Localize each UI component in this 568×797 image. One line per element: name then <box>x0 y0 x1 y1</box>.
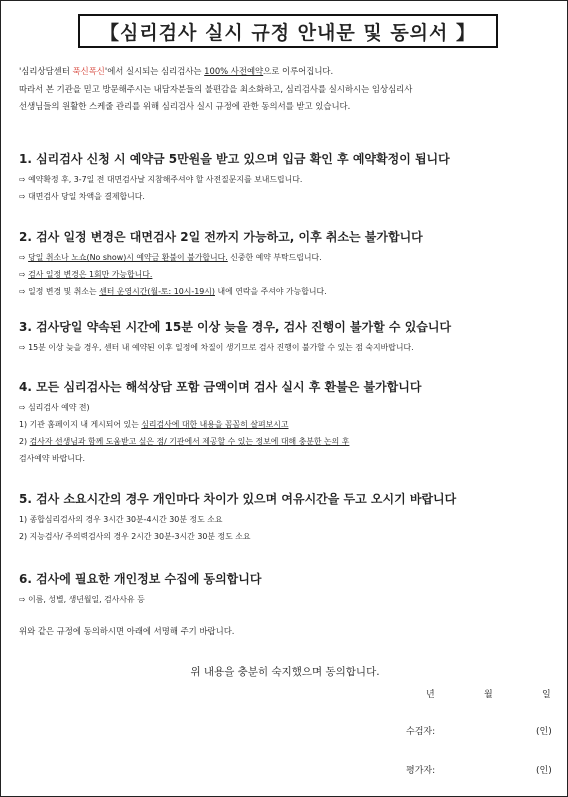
seal-mark: (인) <box>536 727 552 737</box>
section-item: ⇨ 이름, 성별, 생년월일, 검사사유 등 <box>19 595 145 604</box>
section-heading: 6. 검사에 필요한 개인정보 수집에 동의합니다 <box>19 572 262 586</box>
section-6 <box>19 571 559 608</box>
section-4 <box>19 379 559 467</box>
date-line <box>1 687 568 701</box>
closing-note: 위와 같은 규정에 동의하시면 아래에 서명해 주기 바랍니다. <box>19 626 235 636</box>
signature-label: 수검자: <box>406 727 436 737</box>
section-item: ⇨ 당일 취소나 노쇼(No show)시 예약금 환불이 불가합니다. 신중한 예약 부탁드립니다. <box>19 253 322 262</box>
section-item: ⇨ 일정 변경 및 취소는 센터 운영시간(월-토: 10시-19시) 내에 연락을 주셔야 가능합니다. <box>19 287 327 296</box>
section-5 <box>19 491 559 545</box>
section-item: 1) 종합심리검사의 경우 3시간 30분-4시간 30분 정도 소요 <box>19 515 223 524</box>
section-2 <box>19 229 559 300</box>
section-heading: 1. 심리검사 신청 시 예약금 5만원을 받고 있으며 입금 확인 후 예약확정이 됩니다 <box>19 152 450 166</box>
section-item: 2) 검사자 선생님과 함께 도움받고 싶은 점/ 기관에서 제공할 수 있는 정보에 대해 충분한 논의 후 <box>19 437 350 446</box>
intro-line-2: 따라서 본 기관을 믿고 방문해주시는 내담자분들의 불편감을 최소화하고, 심리검사를 실시하시는 임상심리사 <box>19 83 413 94</box>
date-month: 월 <box>484 690 493 700</box>
section-item: ⇨ 검사 일정 변경은 1회만 가능합니다. <box>19 270 153 279</box>
document-title: 【심리검사 실시 규정 안내문 및 동의서 】 <box>78 14 498 48</box>
agreement-statement: 위 내용을 충분히 숙지했으며 동의합니다. <box>190 666 380 678</box>
signature-examinee <box>1 724 568 738</box>
section-heading: 4. 모든 심리검사는 해석상담 포함 금액이며 검사 실시 후 환불은 불가합니다 <box>19 380 422 394</box>
section-item: 검사예약 바랍니다. <box>19 454 85 463</box>
section-heading: 2. 검사 일정 변경은 대면검사 2일 전까지 가능하고, 이후 취소는 불가합니다 <box>19 230 423 244</box>
date-year: 년 <box>426 690 435 700</box>
section-item: 2) 지능검사/ 주의력검사의 경우 2시간 30분-3시간 30분 정도 소요 <box>19 532 251 541</box>
section-item: ⇨ 15분 이상 늦을 경우, 센터 내 예약된 이후 일정에 차질이 생기므로 검사 진행이 불가할 수 있는 점 숙지바랍니다. <box>19 343 414 352</box>
section-item: ⇨ 예약확정 후, 3-7일 전 대면검사날 지참해주셔야 할 사전질문지를 보내드립니다. <box>19 175 303 184</box>
intro-paragraph <box>19 63 559 116</box>
signature-evaluator <box>1 763 568 777</box>
section-1 <box>19 151 559 205</box>
signature-label: 평가자: <box>406 766 436 776</box>
reservation-note: 100% 사전예약 <box>204 66 264 76</box>
seal-mark: (인) <box>536 766 552 776</box>
section-heading: 3. 검사당일 약속된 시간에 15분 이상 늦을 경우, 검사 진행이 불가할 수 있습니다 <box>19 320 452 334</box>
section-item: ⇨ 심리검사 예약 전) <box>19 403 90 412</box>
section-heading: 5. 검사 소요시간의 경우 개인마다 차이가 있으며 여유시간을 두고 오시기 바랍니다 <box>19 492 457 506</box>
center-name: 푹신폭신 <box>72 66 105 76</box>
intro-line-3: 선생님들의 원활한 스케줄 관리를 위해 심리검사 실시 규정에 관한 동의서를 받고 있습니다. <box>19 101 351 111</box>
section-item: 1) 기관 홈페이지 내 게시되어 있는 심리검사에 대한 내용을 꼼꼼히 살펴보시고 <box>19 420 289 429</box>
section-3 <box>19 319 559 356</box>
intro-line-1: '심리상담센터 푹신폭신'에서 실시되는 심리검사는 100% 사전예약으로 이루어집니다. <box>19 66 334 76</box>
date-day: 일 <box>542 690 551 700</box>
section-item: ⇨ 대면검사 당일 차액을 결제합니다. <box>19 192 145 201</box>
